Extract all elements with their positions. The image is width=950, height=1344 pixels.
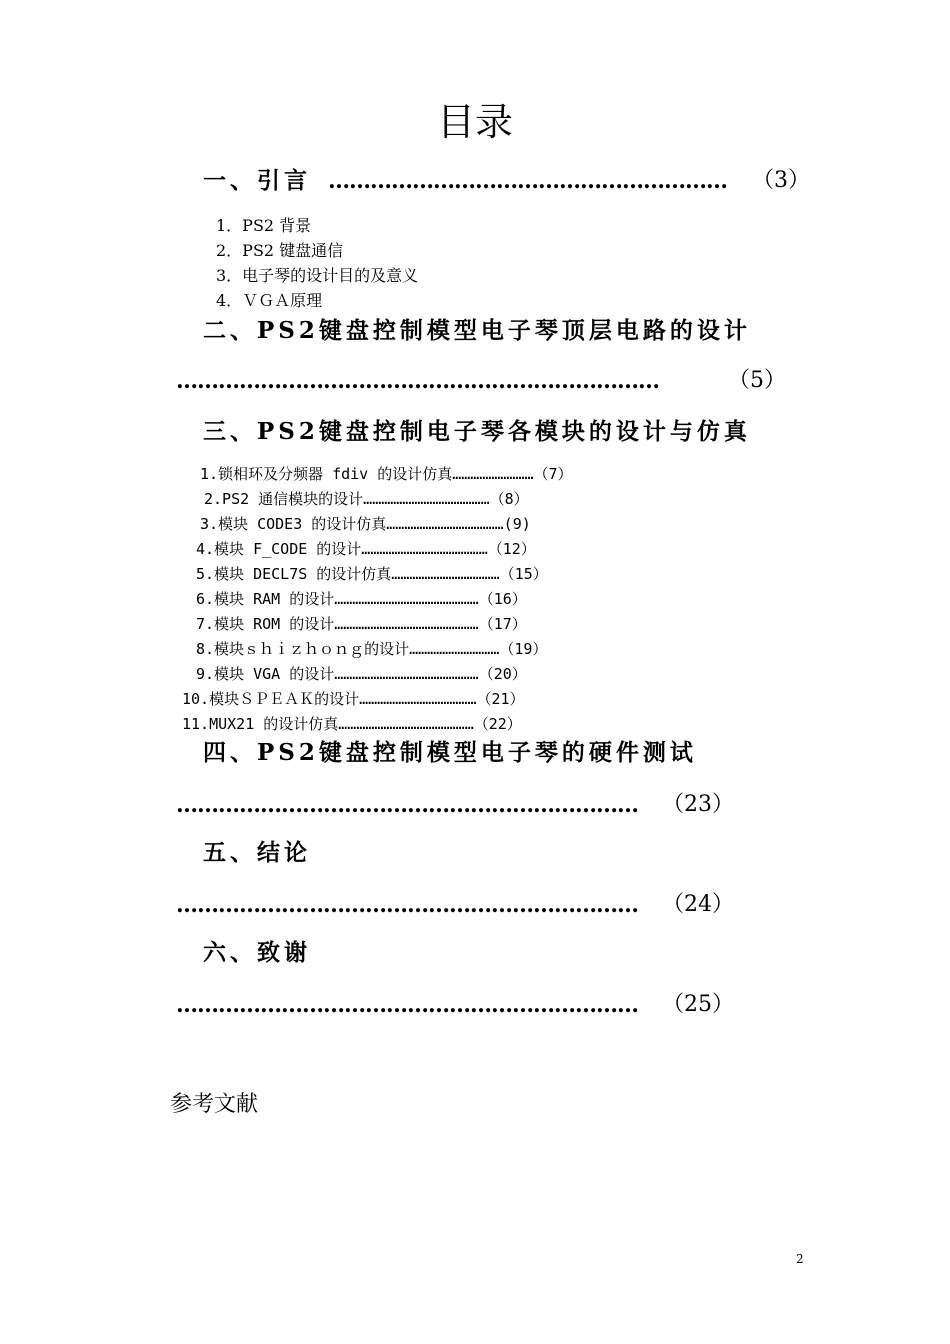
module-item: 1.锁相环及分频器 fdiv 的设计仿真………………………（7） [200, 465, 573, 483]
section-5-heading: 五、结论 [203, 839, 311, 866]
section-3-heading: 三、PS2键盘控制电子琴各模块的设计与仿真 [203, 418, 751, 445]
section-2-heading: 二、PS2键盘控制模型电子琴顶层电路的设计 [203, 317, 751, 344]
intro-item: 3．电子琴的设计目的及意义 [216, 266, 419, 285]
module-item: 8.模块ｓｈｉｚｈｏｎｇ的设计…………………………（19） [196, 640, 548, 658]
module-item: 10.模块ＳＰＥＡＫ的设计…………………………………（21） [182, 690, 525, 708]
section-4-heading: 四、PS2键盘控制模型电子琴的硬件测试 [203, 739, 697, 766]
section-6-page: （25） [662, 992, 734, 1017]
module-item: 2.PS2 通信模块的设计……………………………………（8） [204, 490, 529, 508]
section-5-page: （24） [662, 892, 734, 917]
section-2-leader: …………………………………………………………… [176, 368, 659, 394]
module-item: 7.模块 ROM 的设计…………………………………………（17） [196, 615, 527, 633]
intro-item: 1．PS2 背景 [216, 216, 312, 235]
section-5-leader: ………………………………………………………… [176, 892, 638, 918]
section-1-heading: 一、引言 [203, 167, 311, 194]
section-6-leader: ………………………………………………………… [176, 992, 638, 1018]
page-number: 2 [796, 1252, 804, 1266]
module-item: 6.模块 RAM 的设计…………………………………………（16） [196, 590, 527, 608]
section-4-leader: ………………………………………………………… [176, 792, 638, 818]
module-item: 3.模块 CODE3 的设计仿真…………………………………(9) [200, 515, 531, 533]
intro-item: 2．PS2 键盘通信 [216, 241, 344, 260]
references-heading: 参考文献 [170, 1092, 259, 1117]
section-1-leader: ………………………………………………… [328, 168, 727, 194]
section-1-page: （3） [752, 168, 810, 193]
module-item: 11.MUX21 的设计仿真………………………………………（22） [182, 715, 522, 733]
module-item: 9.模块 VGA 的设计…………………………………………（20） [196, 665, 527, 683]
section-4-page: （23） [662, 792, 734, 817]
section-2-page: （5） [728, 368, 786, 393]
module-item: 4.模块 F_CODE 的设计……………………………………（12） [196, 540, 536, 558]
intro-item: 4．ＶＧＡ原理 [216, 291, 323, 310]
toc-title: 目录 [436, 100, 513, 144]
section-6-heading: 六、致谢 [203, 939, 311, 966]
module-item: 5.模块 DECL7S 的设计仿真………………………………（15） [196, 565, 548, 583]
